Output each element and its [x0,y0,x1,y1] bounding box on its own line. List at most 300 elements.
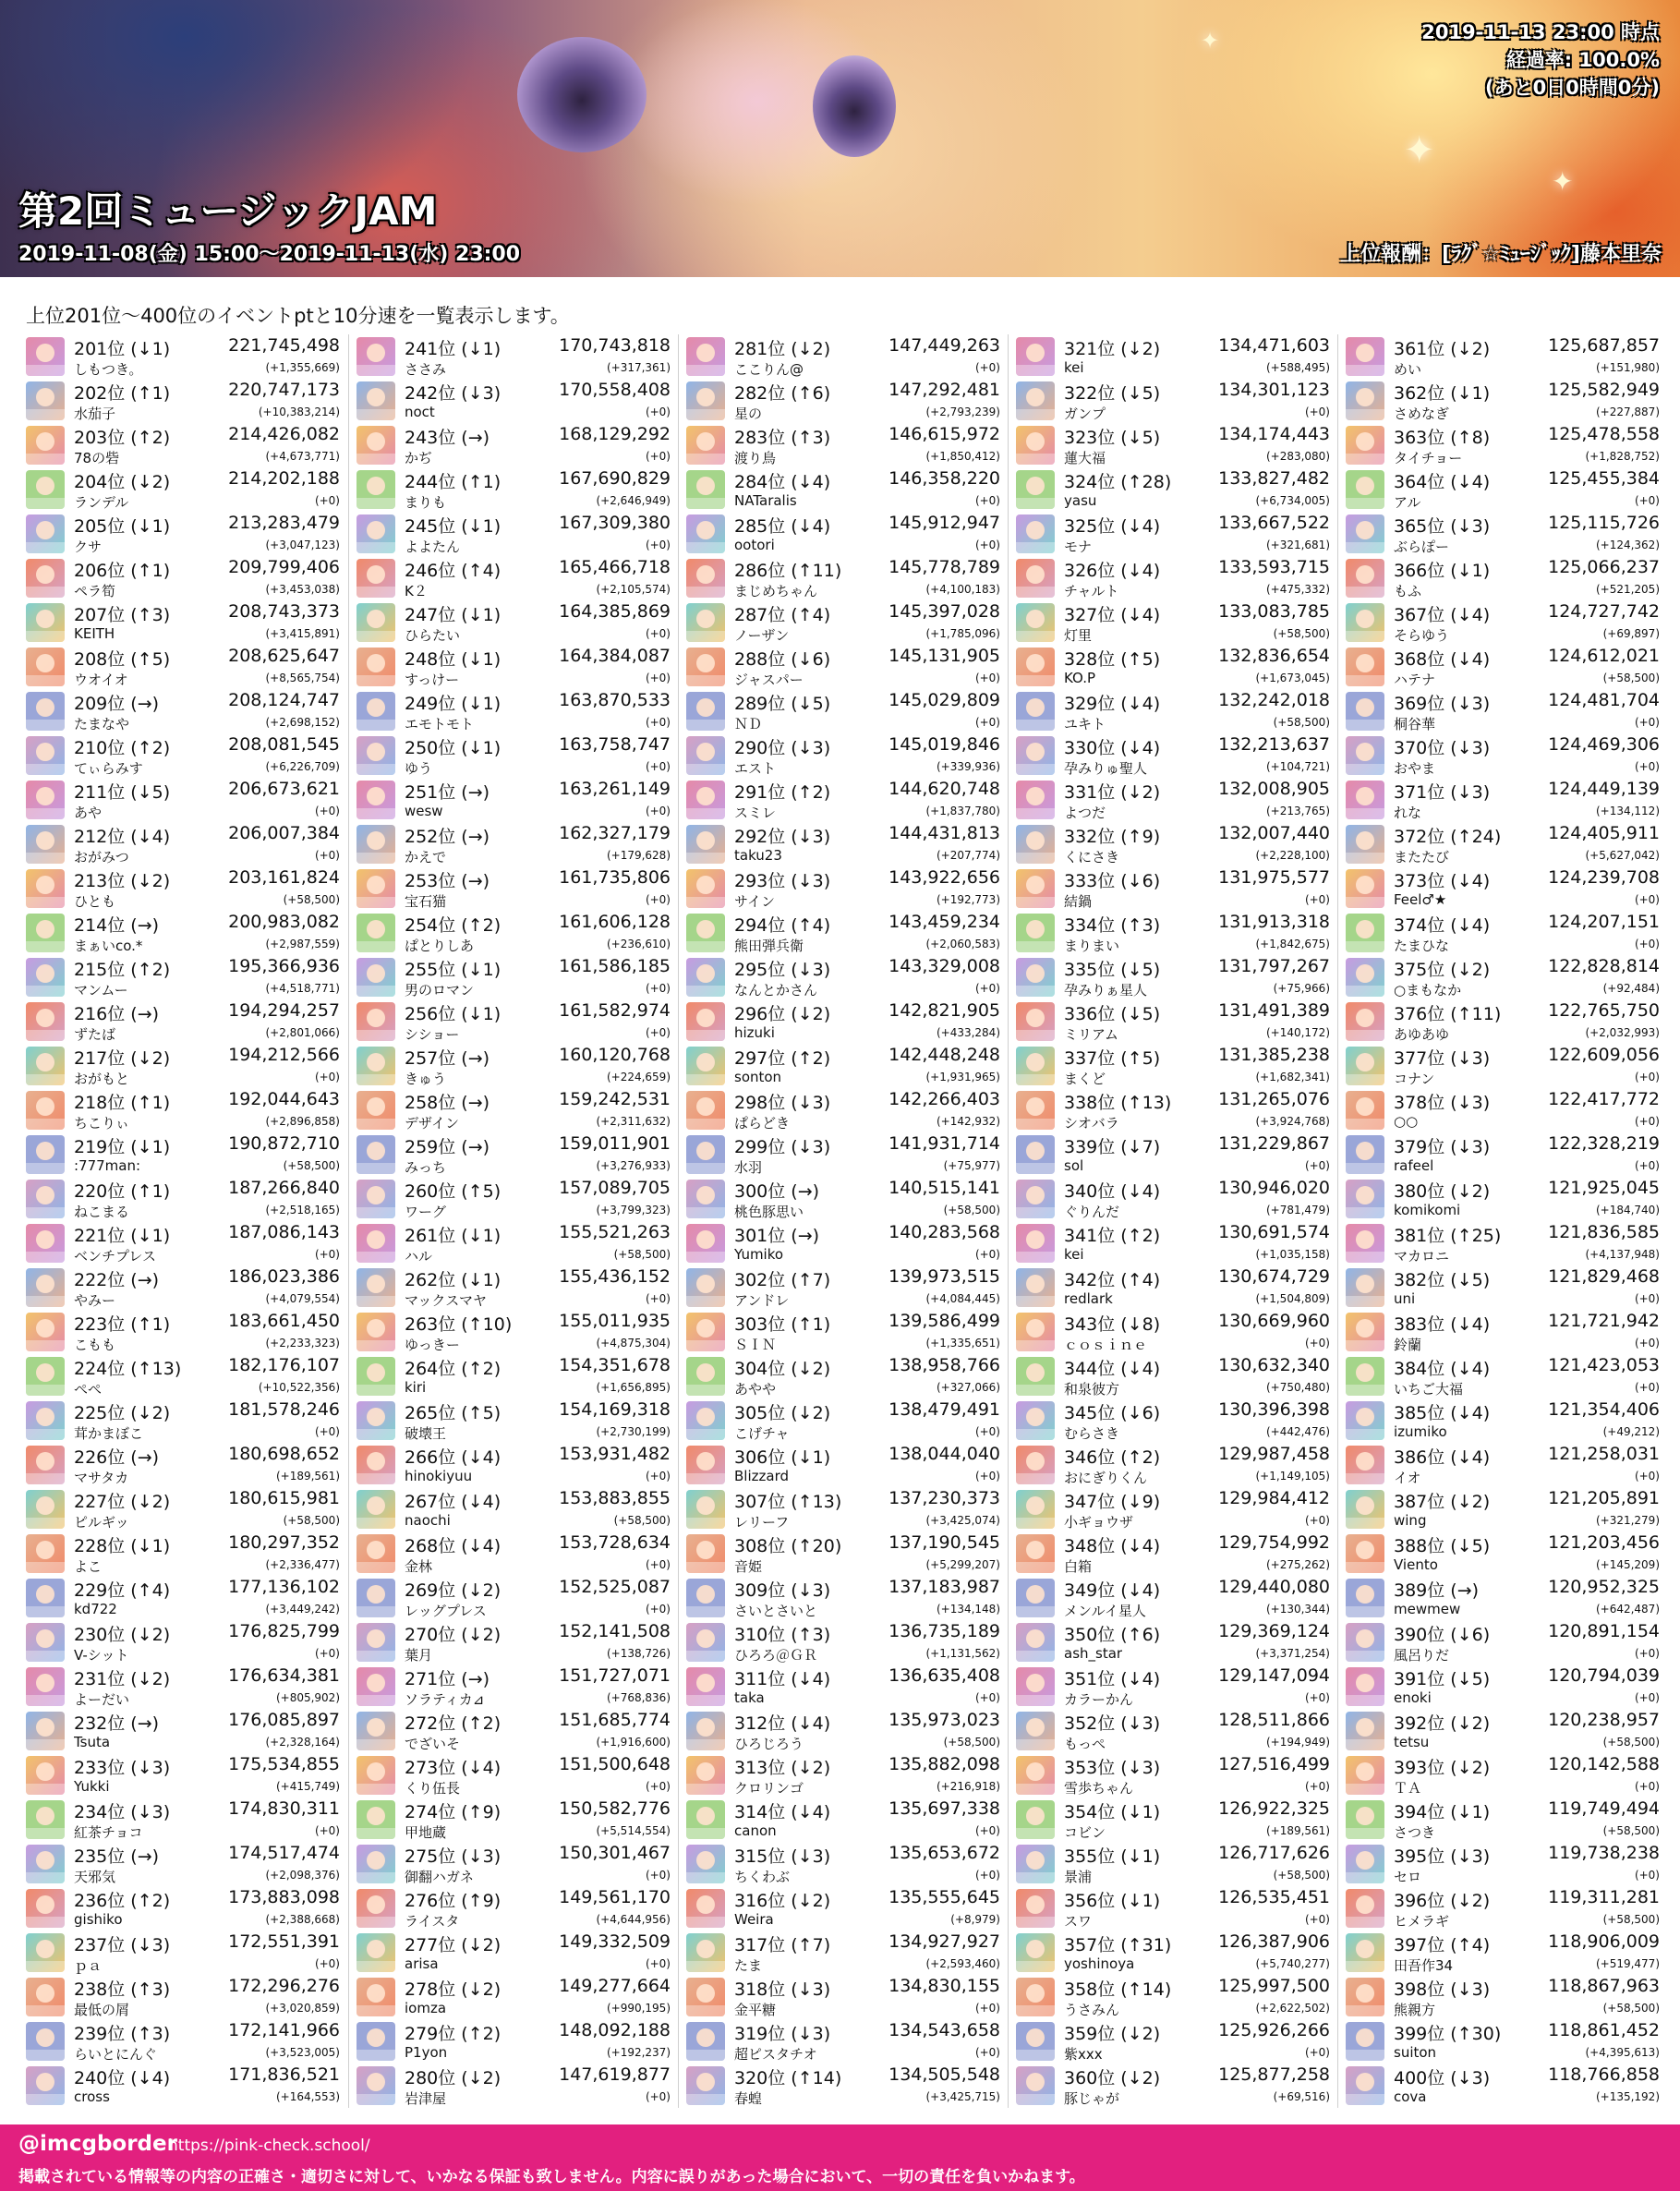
rank-label: 389位 (→) [1394,1580,1480,1601]
event-points: 130,691,574 [1218,1222,1330,1242]
event-points: 121,258,031 [1548,1444,1660,1464]
idol-avatar [686,1534,725,1573]
producer-name: 桃色豚思い [734,1204,804,1220]
event-points: 181,578,246 [228,1399,340,1420]
producer-name: Blizzard [734,1468,789,1484]
ten-min-speed: (+58,500) [943,1736,1000,1749]
idol-avatar [1346,1047,1384,1085]
ranking-entry [683,379,1004,423]
idol-avatar [357,1845,395,1883]
idol-avatar [686,1401,725,1440]
rank-label: 302位 (↑7) [734,1270,831,1290]
rank-label: 323位 (↓5) [1064,428,1161,448]
event-points: 151,500,648 [559,1754,671,1774]
idol-avatar [1346,1756,1384,1795]
producer-name: ここりん@ [734,361,804,378]
producer-name: 超ピスタチオ [734,2046,817,2063]
rank-label: 359位 (↓2) [1064,2024,1161,2044]
rank-label: 263位 (↑10) [405,1314,513,1335]
producer-name: すっけー [405,672,460,688]
ranking-entry [1342,999,1663,1044]
idol-avatar [1346,1579,1384,1617]
rank-label: 358位 (↑14) [1064,1979,1172,2000]
idol-avatar [686,914,725,952]
rank-label: 266位 (↓4) [405,1447,502,1468]
idol-avatar [26,1933,65,1972]
producer-name: よつだ [1064,805,1106,821]
ranking-entry [353,1531,674,1576]
event-points: 161,582,974 [559,1000,671,1021]
ranking-entry [353,379,674,423]
rank-label: 225位 (↓2) [74,1403,171,1423]
ten-min-speed: (+0) [1634,1647,1660,1660]
rank-label: 382位 (↓5) [1394,1270,1491,1290]
ranking-entry [1012,1709,1334,1753]
idol-avatar [26,1845,65,1883]
ten-min-speed: (+0) [645,716,671,729]
idol-avatar [686,958,725,997]
twitter-handle-link[interactable]: @imcgborder [18,2132,177,2156]
producer-name: ささみ [405,361,447,378]
event-points: 146,615,972 [888,424,1000,444]
ranking-entry [1342,1354,1663,1398]
event-points: 120,142,588 [1548,1754,1660,1774]
event-points: 149,561,170 [559,1887,671,1907]
rank-label: 348位 (↓4) [1064,1536,1161,1556]
idol-avatar [1346,1490,1384,1529]
producer-name: おがもと [74,1071,130,1087]
ten-min-speed: (+58,500) [1602,1736,1660,1749]
rank-label: 334位 (↑3) [1064,915,1161,936]
producer-name: KO.P [1064,670,1096,686]
ranking-entry [353,1709,674,1753]
event-points: 150,301,467 [559,1843,671,1863]
event-points: 176,634,381 [228,1665,340,1686]
producer-name: エモトモト [405,716,475,732]
rank-label: 375位 (↓2) [1394,960,1491,980]
idol-avatar [26,1889,65,1928]
idol-avatar [686,736,725,775]
producer-name: めい [1394,361,1422,378]
producer-name: コナン [1394,1071,1435,1087]
rank-label: 265位 (↑5) [405,1403,502,1423]
ranking-entry [683,1443,1004,1487]
ten-min-speed: (+0) [314,805,340,817]
idol-avatar [357,692,395,731]
rank-label: 203位 (↑2) [74,428,171,448]
idol-avatar [357,1756,395,1795]
producer-name: カラーかん [1064,1691,1134,1708]
idol-avatar [1346,1534,1384,1573]
producer-name: さつき [1394,1824,1436,1841]
producer-name: ハテナ [1394,672,1436,688]
ten-min-speed: (+1,785,096) [925,627,1000,640]
rank-label: 340位 (↓4) [1064,1181,1161,1202]
ranking-entry [683,1975,1004,2019]
event-points: 129,369,124 [1218,1621,1330,1641]
event-points: 187,266,840 [228,1178,340,1198]
producer-name: ひとも [74,893,116,910]
event-points: 129,987,458 [1218,1444,1330,1464]
idol-avatar [26,470,65,509]
producer-name: タイチョー [1394,450,1463,466]
idol-avatar [1346,2066,1384,2105]
ten-min-speed: (+0) [1304,1780,1330,1793]
idol-avatar [1016,1845,1055,1883]
rank-label: 305位 (↓2) [734,1403,831,1423]
idol-avatar [26,1800,65,1839]
site-url-link[interactable]: https://pink-check.school/ [168,2137,370,2155]
ten-min-speed: (+135,192) [1595,2090,1660,2103]
producer-name: おがみつ [74,849,129,866]
rank-label: 268位 (↓4) [405,1536,502,1556]
rank-label: 388位 (↓5) [1394,1536,1491,1556]
ranking-entry [353,911,674,955]
ten-min-speed: (+216,918) [936,1780,1000,1793]
idol-avatar [357,603,395,642]
ranking-column [1337,334,1666,2108]
producer-name: ノーザン [734,627,790,644]
ten-min-speed: (+588,495) [1265,361,1330,374]
rank-label: 398位 (↓3) [1394,1979,1491,2000]
producer-name: ずたば [74,1026,116,1043]
ten-min-speed: (+58,500) [943,1204,1000,1217]
event-points: 118,766,858 [1548,2064,1660,2085]
idol-avatar [1346,1446,1384,1484]
rank-label: 205位 (↓1) [74,516,171,537]
ranking-entry [353,733,674,778]
event-points: 121,925,045 [1548,1178,1660,1198]
producer-name: 熊親方 [1394,2002,1436,2018]
idol-avatar [686,1224,725,1263]
ranking-entry [1012,512,1334,556]
event-points: 118,861,452 [1548,2020,1660,2040]
idol-avatar [686,1889,725,1928]
idol-avatar [357,1623,395,1662]
ten-min-speed: (+1,355,669) [265,361,340,374]
idol-avatar [686,381,725,420]
ten-min-speed: (+0) [974,2046,1000,2059]
producer-name: ハル [405,1248,433,1265]
producer-name: てぃらみす [74,760,143,777]
rank-label: 347位 (↓9) [1064,1492,1161,1512]
producer-name: ひろじろう [734,1736,804,1752]
producer-name: P1yon [405,2044,448,2061]
ten-min-speed: (+1,916,600) [596,1736,671,1749]
producer-name: wesw [405,803,443,819]
rank-label: 343位 (↓8) [1064,1314,1161,1335]
idol-avatar [357,736,395,775]
ranking-entry [353,1664,674,1709]
rank-label: 276位 (↑9) [405,1891,502,1911]
ten-min-speed: (+75,966) [1273,982,1330,995]
event-points: 153,883,855 [559,1488,671,1508]
idol-avatar [357,1091,395,1130]
event-points: 208,124,747 [228,690,340,710]
idol-avatar [26,1047,65,1085]
event-points: 194,294,257 [228,1000,340,1021]
idol-avatar [357,1180,395,1218]
producer-name: ootori [734,537,775,553]
producer-name: よよたん [405,539,461,555]
idol-avatar [1346,603,1384,642]
idol-avatar [357,914,395,952]
event-points: 124,727,742 [1548,601,1660,622]
rank-label: 236位 (↑2) [74,1891,171,1911]
idol-avatar [686,825,725,864]
rank-label: 367位 (↓4) [1394,605,1491,625]
event-points: 136,735,189 [888,1621,1000,1641]
rank-label: 360位 (↓2) [1064,2068,1161,2088]
rank-label: 295位 (↓3) [734,960,831,980]
ten-min-speed: (+0) [974,672,1000,684]
ten-min-speed: (+0) [1304,893,1330,906]
ten-min-speed: (+104,721) [1265,760,1330,773]
producer-name: モナ [1064,539,1093,555]
producer-name: kei [1064,359,1084,376]
ten-min-speed: (+0) [645,2090,671,2103]
ranking-entry [22,1487,344,1531]
ten-min-speed: (+58,500) [1602,1824,1660,1837]
idol-avatar [686,1978,725,2016]
ranking-entry [1012,1753,1334,1798]
ranking-entry [683,1664,1004,1709]
event-points: 125,478,558 [1548,424,1660,444]
event-points: 149,332,509 [559,1931,671,1952]
ten-min-speed: (+2,518,165) [265,1204,340,1217]
ranking-entry [353,556,674,600]
ranking-entry [1342,1886,1663,1931]
ranking-entry [1012,1531,1334,1576]
idol-avatar [1346,1933,1384,1972]
rank-label: 229位 (↑4) [74,1580,171,1601]
idol-avatar [1346,736,1384,775]
event-points: 132,836,654 [1218,646,1330,666]
event-points: 133,593,715 [1218,557,1330,577]
idol-avatar [26,514,65,553]
ten-min-speed: (+5,514,554) [596,1824,671,1837]
idol-avatar [26,1313,65,1351]
ranking-entry [683,1265,1004,1310]
producer-name: ｐａ [74,1957,103,1974]
ranking-entry [353,512,674,556]
banner-art-eye-right [813,55,896,157]
producer-name: 岩津屋 [405,2090,447,2107]
producer-name: ひらたい [405,627,461,644]
ten-min-speed: (+1,837,780) [925,805,1000,817]
producer-name: チャルト [1064,583,1119,599]
idol-avatar [1346,692,1384,731]
idol-avatar [26,603,65,642]
rank-label: 257位 (→) [405,1048,490,1069]
event-points: 134,543,658 [888,2020,1000,2040]
event-points: 124,239,708 [1548,867,1660,888]
producer-name: 男のロマン [405,982,475,999]
producer-name: まりも [405,494,447,511]
ten-min-speed: (+164,553) [275,2090,340,2103]
producer-name: ランデル [74,494,129,511]
producer-name: ぺぺ [74,1381,103,1398]
ten-min-speed: (+2,987,559) [265,938,340,950]
ranking-entry [22,1975,344,2019]
ten-min-speed: (+321,681) [1265,539,1330,551]
ten-min-speed: (+475,332) [1265,583,1330,596]
producer-name: マサタカ [74,1470,129,1486]
idol-avatar [357,1978,395,2016]
rank-label: 221位 (↓1) [74,1226,171,1246]
producer-name: こもも [74,1337,116,1353]
rank-label: 255位 (↓1) [405,960,502,980]
ten-min-speed: (+3,523,005) [265,2046,340,2059]
producer-name: yasu [1064,492,1097,509]
event-points: 133,827,482 [1218,468,1330,489]
ranking-entry [1342,2064,1663,2108]
ten-min-speed: (+2,388,668) [265,1913,340,1926]
ranking-entry [22,1354,344,1398]
producer-name: ぶらぽー [1394,539,1450,555]
idol-avatar [1016,337,1055,376]
idol-avatar [1346,1623,1384,1662]
producer-name: メンルイ星人 [1064,1603,1146,1619]
event-points: 144,431,813 [888,823,1000,843]
rank-label: 350位 (↑6) [1064,1625,1161,1645]
idol-avatar [1016,1357,1055,1396]
rank-label: 306位 (↓1) [734,1447,831,1468]
producer-name: さめなぎ [1394,406,1450,422]
rank-label: 288位 (↓6) [734,649,831,670]
event-points: 172,296,276 [228,1976,340,1996]
ranking-entry [1012,822,1334,866]
ranking-entry [1342,1620,1663,1664]
producer-name: たまひな [1394,938,1450,954]
idol-avatar [1016,2022,1055,2061]
event-points: 186,023,386 [228,1266,340,1287]
producer-name: ジャスパー [734,672,804,688]
ten-min-speed: (+0) [1634,716,1660,729]
rank-label: 396位 (↓2) [1394,1891,1491,1911]
ten-min-speed: (+58,500) [1273,627,1330,640]
ten-min-speed: (+275,262) [1265,1558,1330,1571]
ten-min-speed: (+339,936) [936,760,1000,773]
ranking-entry [1342,733,1663,778]
status-panel [1421,18,1660,102]
idol-avatar [1016,781,1055,819]
idol-avatar [1016,914,1055,952]
producer-name: 豚じゃが [1064,2090,1120,2107]
event-points: 152,141,508 [559,1621,671,1641]
ranking-entry [1012,999,1334,1044]
ten-min-speed: (+58,500) [1602,672,1660,684]
event-points: 138,479,491 [888,1399,1000,1420]
producer-name: mewmew [1394,1601,1461,1617]
ten-min-speed: (+0) [974,1425,1000,1438]
producer-name: suiton [1394,2044,1437,2061]
rank-label: 207位 (↑3) [74,605,171,625]
ranking-entry [353,1576,674,1620]
idol-avatar [1346,1401,1384,1440]
event-points: 121,203,456 [1548,1532,1660,1553]
ranking-entry [1012,1221,1334,1265]
event-points: 172,141,966 [228,2020,340,2040]
ten-min-speed: (+317,361) [606,361,671,374]
rank-label: 223位 (↑1) [74,1314,171,1335]
ten-min-speed: (+189,561) [1265,1824,1330,1837]
rank-label: 331位 (↓2) [1064,782,1161,803]
producer-name: ぱとりしあ [405,938,475,954]
rank-label: 304位 (↓2) [734,1359,831,1379]
rank-label: 319位 (↓3) [734,2024,831,2044]
timestamp: 2019-11-13 23:00 時点 [1421,21,1660,43]
event-points: 122,765,750 [1548,1000,1660,1021]
idol-avatar [1016,1623,1055,1662]
ranking-entry [1012,423,1334,467]
ranking-entry [353,1044,674,1088]
idol-avatar [357,1224,395,1263]
rank-label: 307位 (↑13) [734,1492,842,1512]
producer-name: rafeel [1394,1157,1434,1174]
producer-name: Yumiko [734,1246,784,1263]
ranking-entry [22,1177,344,1221]
ranking-entry [683,334,1004,379]
ranking-entry [683,2019,1004,2064]
event-points: 175,534,855 [228,1754,340,1774]
rank-label: 243位 (→) [405,428,490,448]
event-points: 135,882,098 [888,1754,1000,1774]
ranking-entry [353,2064,674,2108]
ten-min-speed: (+0) [314,1957,340,1970]
idol-avatar [26,1446,65,1484]
ten-min-speed: (+442,476) [1265,1425,1330,1438]
producer-name: naochi [405,1512,451,1529]
producer-name: あゆあゆ [1394,1026,1450,1043]
event-points: 159,011,901 [559,1133,671,1154]
producer-name: taku23 [734,847,782,864]
producer-name: izumiko [1394,1423,1447,1440]
idol-avatar [1016,514,1055,553]
ten-min-speed: (+1,335,651) [925,1337,1000,1350]
rank-label: 374位 (↓4) [1394,915,1491,936]
rank-label: 239位 (↑3) [74,2024,171,2044]
ranking-column [678,334,1007,2108]
idol-avatar [1346,1667,1384,1706]
ranking-entry [353,689,674,733]
rank-label: 318位 (↓3) [734,1979,831,2000]
rank-label: 369位 (↓3) [1394,694,1491,714]
idol-avatar [26,1534,65,1573]
event-points: 157,089,705 [559,1178,671,1198]
ranking-entry [1342,1664,1663,1709]
rank-label: 378位 (↓3) [1394,1093,1491,1113]
rank-label: 387位 (↓2) [1394,1492,1491,1512]
idol-avatar [686,1446,725,1484]
rank-label: 283位 (↑3) [734,428,831,448]
idol-avatar [26,1135,65,1174]
idol-avatar [26,958,65,997]
rank-label: 376位 (↑11) [1394,1004,1502,1024]
ten-min-speed: (+0) [645,672,671,684]
event-points: 195,366,936 [228,956,340,976]
ten-min-speed: (+0) [645,805,671,817]
rank-label: 211位 (↓5) [74,782,171,803]
idol-avatar [26,1268,65,1307]
ranking-entry [683,1132,1004,1177]
producer-name: kei [1064,1246,1084,1263]
ten-min-speed: (+2,032,993) [1585,1026,1660,1039]
idol-avatar [1016,825,1055,864]
event-points: 126,535,451 [1218,1887,1330,1907]
event-points: 131,913,318 [1218,912,1330,932]
ten-min-speed: (+69,897) [1602,627,1660,640]
